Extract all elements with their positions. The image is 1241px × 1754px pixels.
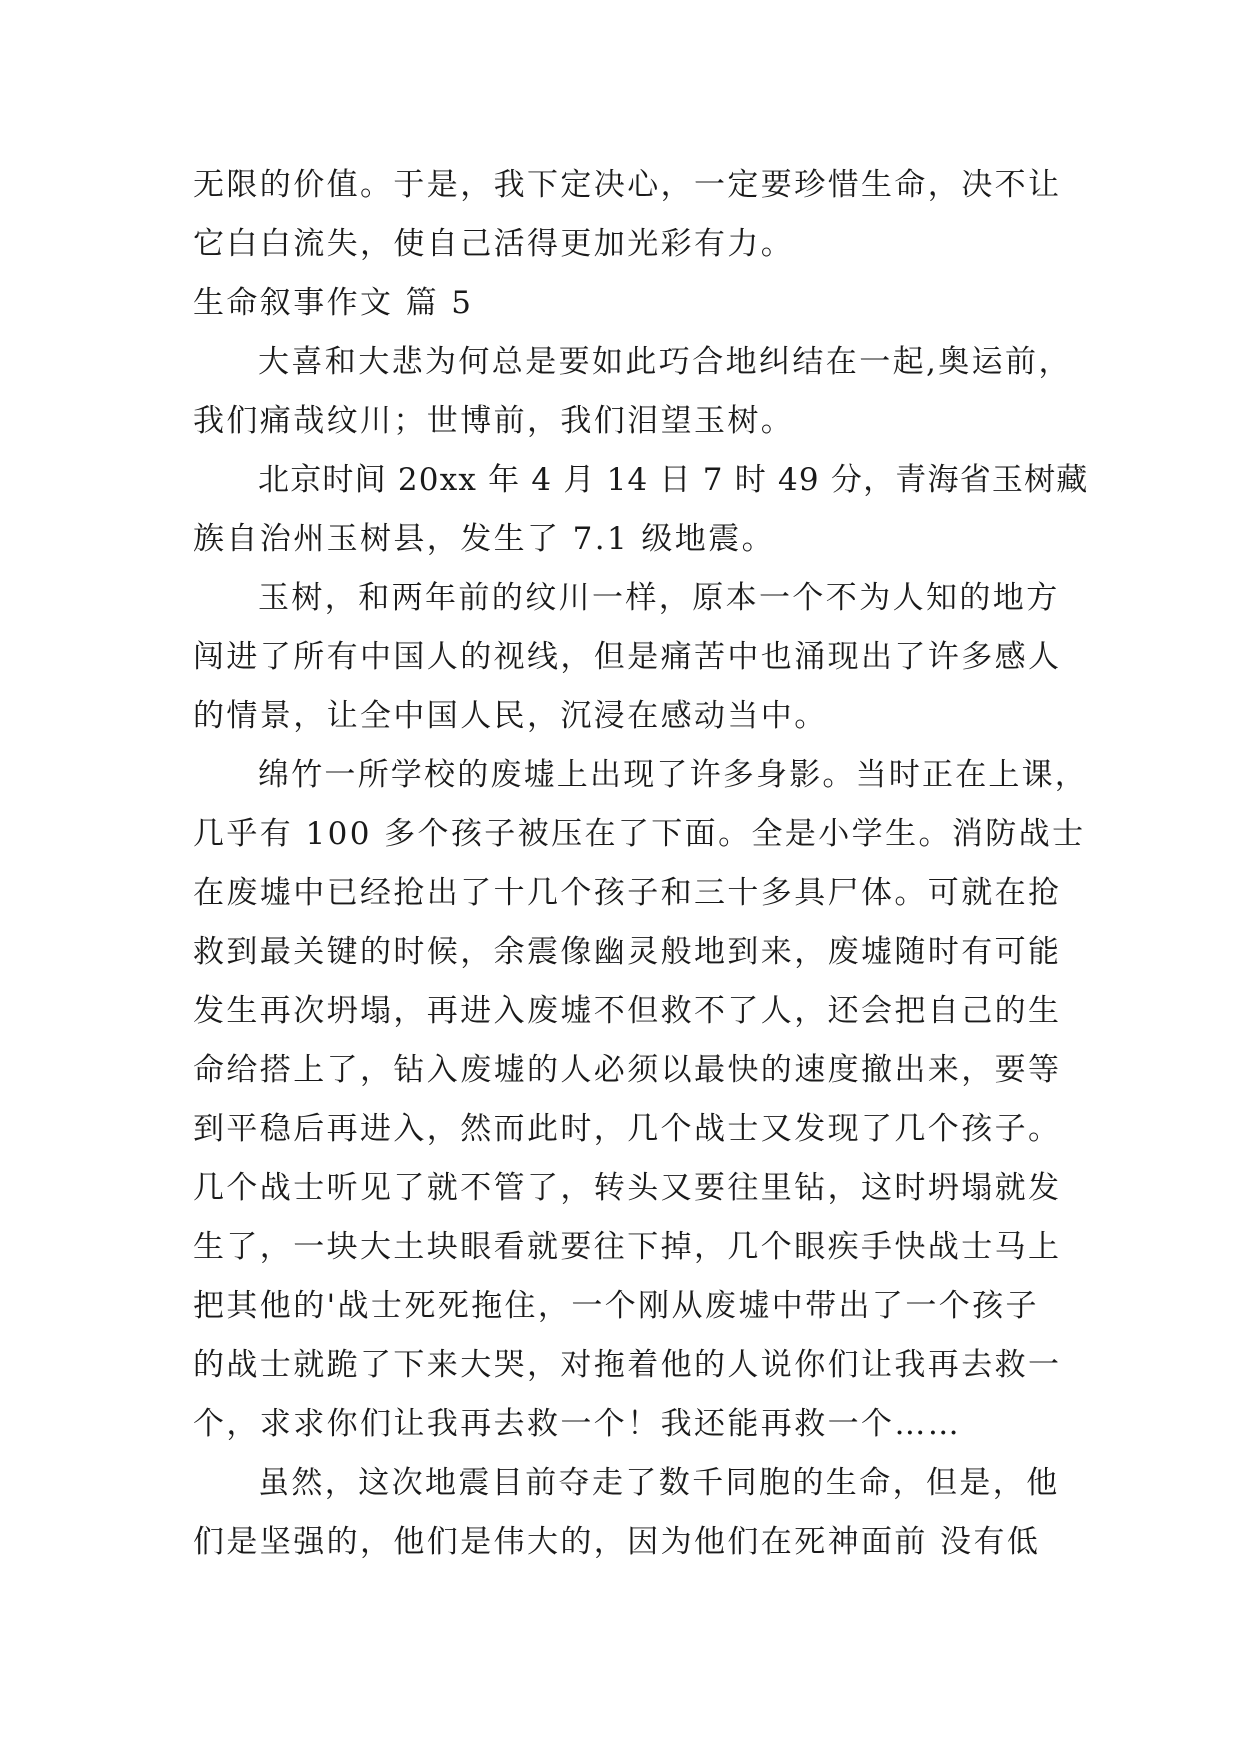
- text-line: 把其他的'战士死死拖住，一个刚从废墟中带出了一个孩子: [193, 1288, 1039, 1324]
- text-line: 北京时间 20xx 年 4 月 14 日 7 时 49 分，青海省玉树藏: [258, 462, 1089, 498]
- text-line: 救到最关键的时候，余震像幽灵般地到来，废墟随时有可能: [193, 934, 1062, 970]
- text-line: 虽然，这次地震目前夺走了数千同胞的生命，但是，他: [258, 1465, 1060, 1501]
- text-line: 的战士就跪了下来大哭，对拖着他的人说你们让我再去救一: [193, 1347, 1062, 1383]
- text-line: 无限的价值。于是，我下定决心，一定要珍惜生命，决不让: [193, 167, 1062, 203]
- text-line: 的情景，让全中国人民，沉浸在感动当中。: [193, 698, 828, 734]
- text-line: 闯进了所有中国人的视线，但是痛苦中也涌现出了许多感人: [193, 639, 1062, 675]
- text-line: 命给搭上了，钻入废墟的人必须以最快的速度撤出来，要等: [193, 1052, 1062, 1088]
- text-line: 绵竹一所学校的废墟上出现了许多身影。当时正在上课，: [258, 757, 1088, 793]
- text-line: 发生再次坍塌，再进入废墟不但救不了人，还会把自己的生: [193, 993, 1062, 1029]
- text-line: 族自治州玉树县，发生了 7.1 级地震。: [193, 521, 776, 557]
- text-line: 玉树，和两年前的纹川一样，原本一个不为人知的地方: [258, 580, 1060, 616]
- text-line: 们是坚强的，他们是伟大的，因为他们在死神面前 没有低: [193, 1524, 1041, 1560]
- text-line: 到平稳后再进入，然而此时，几个战士又发现了几个孩子。: [193, 1111, 1062, 1147]
- text-line: 个，求求你们让我再去救一个！我还能再救一个……: [193, 1406, 962, 1442]
- text-line: 它白白流失，使自己活得更加光彩有力。: [193, 226, 795, 262]
- text-line: 几乎有 100 多个孩子被压在了下面。全是小学生。消防战士: [193, 816, 1086, 852]
- text-line: 大喜和大悲为何总是要如此巧合地纠结在一起,奥运前，: [258, 344, 1072, 380]
- text-line: 几个战士听见了就不管了，转头又要往里钻，这时坍塌就发: [193, 1170, 1062, 1206]
- text-line: 我们痛哉纹川；世博前，我们泪望玉树。: [193, 403, 795, 439]
- section-heading: 生命叙事作文 篇 5: [193, 285, 474, 321]
- text-line: 在废墟中已经抢出了十几个孩子和三十多具尸体。可就在抢: [193, 875, 1062, 911]
- text-line: 生了，一块大土块眼看就要往下掉，几个眼疾手快战士马上: [193, 1229, 1062, 1265]
